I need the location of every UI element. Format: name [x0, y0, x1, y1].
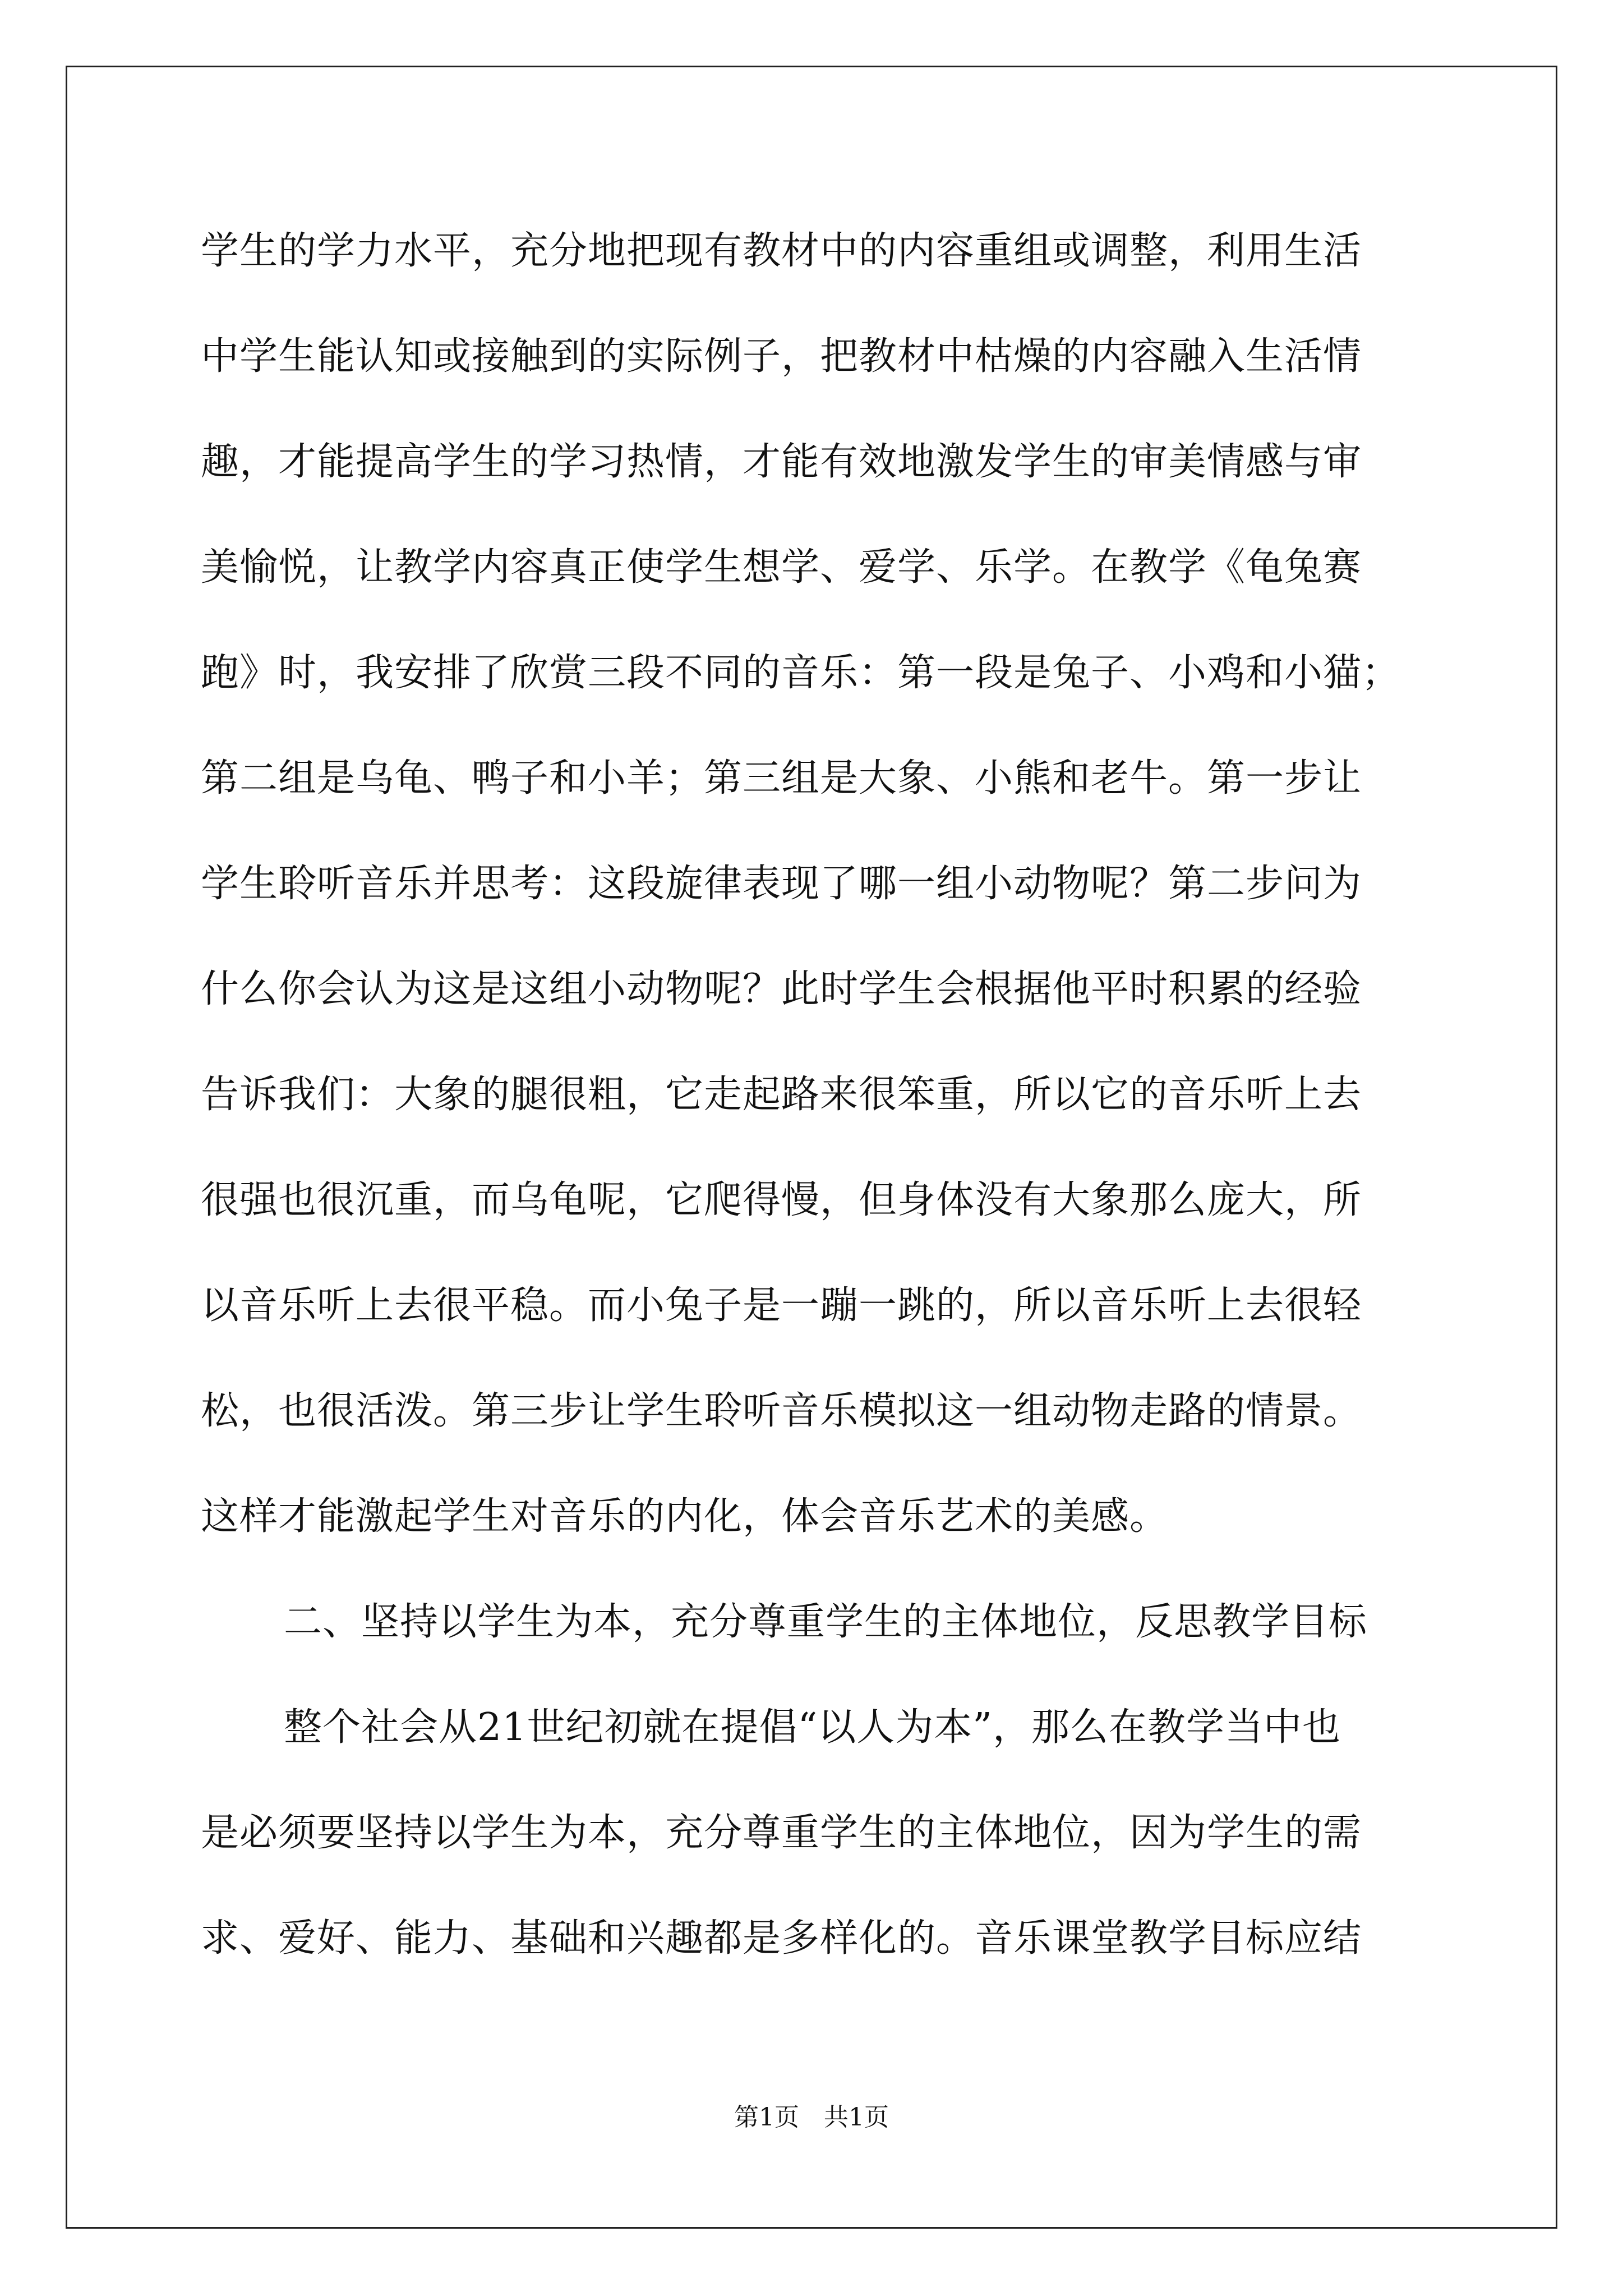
page-border: [66, 66, 1557, 2229]
paragraph-line: 以音乐听上去很平稳。而小兔子是一蹦一跳的，所以音乐听上去很轻: [201, 1283, 1362, 1328]
paragraph-line: 美愉悦，让教学内容真正使学生想学、爱学、乐学。在教学《龟兔赛: [201, 545, 1362, 590]
paragraph-line: 告诉我们：大象的腿很粗，它走起路来很笨重，所以它的音乐听上去: [201, 1073, 1362, 1117]
paragraph-line: 松，也很活泼。第三步让学生聆听音乐模拟这一组动物走路的情景。: [201, 1389, 1362, 1433]
paragraph-line: 很强也很沉重，而乌龟呢，它爬得慢，但身体没有大象那么庞大，所: [201, 1178, 1362, 1222]
paragraph-line: 是必须要坚持以学生为本，充分尊重学生的主体地位，因为学生的需: [201, 1811, 1362, 1855]
paragraph-line: 求、爱好、能力、基础和兴趣都是多样化的。音乐课堂教学目标应结: [201, 1916, 1362, 1961]
paragraph-line: 跑》时，我安排了欣赏三段不同的音乐：第一段是兔子、小鸡和小猫；: [201, 651, 1401, 695]
paragraph-line: 整个社会从21世纪初就在提倡“以人为本”，那么在教学当中也: [284, 1705, 1341, 1750]
page-number-footer: 第1页 共1页: [734, 2103, 889, 2132]
paragraph-line: 学生聆听音乐并思考：这段旋律表现了哪一组小动物呢？第二步问为: [201, 862, 1362, 906]
paragraph-line: 趣，才能提高学生的学习热情，才能有效地激发学生的审美情感与审: [201, 440, 1362, 484]
paragraph-line: 第二组是乌龟、鸭子和小羊；第三组是大象、小熊和老牛。第一步让: [201, 756, 1362, 800]
paragraph-line: 这样才能激起学生对音乐的内化，体会音乐艺术的美感。: [201, 1494, 1169, 1539]
paragraph-line: 学生的学力水平，充分地把现有教材中的内容重组或调整，利用生活: [201, 229, 1362, 273]
paragraph-line: 什么你会认为这是这组小动物呢？此时学生会根据他平时积累的经验: [201, 967, 1362, 1011]
paragraph-line: 中学生能认知或接触到的实际例子，把教材中枯燥的内容融入生活情: [201, 334, 1362, 379]
section-heading: 二、坚持以学生为本，充分尊重学生的主体地位，反思教学目标: [284, 1600, 1368, 1644]
